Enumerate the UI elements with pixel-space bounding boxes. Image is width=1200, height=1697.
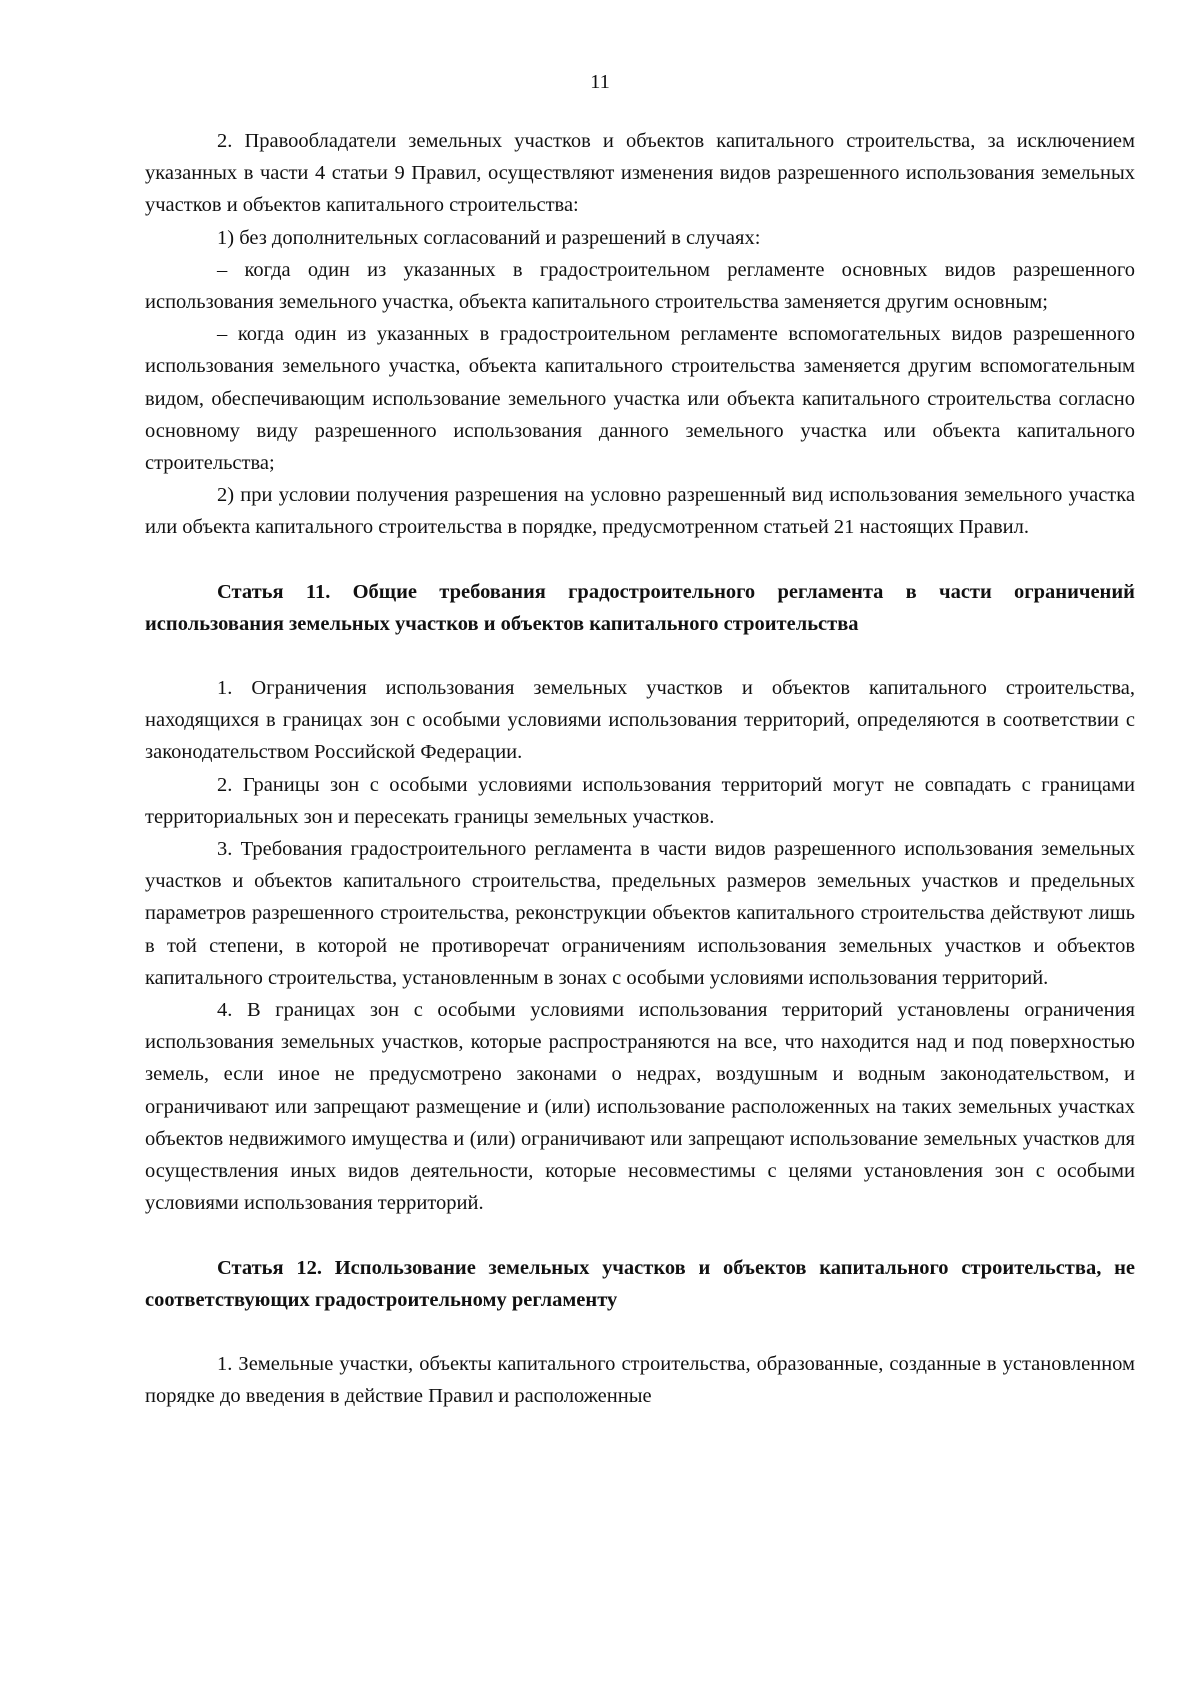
page-number: 11 [590, 71, 610, 93]
article-11-paragraph-4: 4. В границах зон с особыми условиями использования территорий установлены ограничения использования земельных участков, которые распространяются на все, что находится над и под поверхностью земель, если иное не предусмотрено законами о недрах, воздушным и водным законодательством, и ограничивают или запрещают размещение и (или) использование расположенных на таких земельных участках объектов недвижимого имущества и (или) ограничивают или запрещают использование земельных участков для осуществления иных видов деятельности, которые несовместимы с целями установления зон с особыми условиями использования территорий. [145, 999, 1135, 1215]
spacer [145, 1316, 1135, 1348]
article-11-heading: Статья 11. Общие требования градостроительного регламента в части ограничений использования земельных участков и объектов капитального строительства [145, 580, 1135, 635]
article-11-paragraph-2: 2. Границы зон с особыми условиями использования территорий могут не совпадать с границами территориальных зон и пересекать границы земельных участков. [145, 773, 1135, 828]
spacer [145, 544, 1135, 576]
paragraph-auxiliary-type-replaced: – когда один из указанных в градостроительном регламенте вспомогательных видов разрешенного использования земельного участка, объекта капитального строительства заменяется другим вспомогательным видом, обеспечивающим использование земельного участка или объекта капитального строительства согласно основному виду разрешенного использования данного земельного участка или объекта капитального строительства; [145, 323, 1135, 475]
document-body [145, 125, 1135, 1412]
paragraph-without-approvals: 1) без дополнительных согласований и разрешений в случаях: [217, 226, 761, 249]
paragraph-conditional-permit: 2) при условии получения разрешения на условно разрешенный вид использования земельного участка или объекта капитального строительства в порядке, предусмотренном статьей 21 настоящих Правил. [145, 484, 1135, 539]
article-11-paragraph-1: 1. Ограничения использования земельных участков и объектов капитального строительства, находящихся в границах зон с особыми условиями использования территорий, определяются в соответствии с законодательством Российской Федерации. [145, 677, 1135, 764]
paragraph-rights-holders: 2. Правообладатели земельных участков и объектов капитального строительства, за исключением указанных в части 4 статьи 9 Правил, осуществляют изменения видов разрешенного использования земельных участков и объектов капитального строительства: [145, 130, 1135, 217]
spacer [145, 1220, 1135, 1252]
spacer [145, 640, 1135, 672]
article-12-paragraph-1: 1. Земельные участки, объекты капитального строительства, образованные, созданные в установленном порядке до введения в действие Правил и расположенные [145, 1352, 1135, 1408]
article-11-paragraph-3: 3. Требования градостроительного регламента в части видов разрешенного использования земельных участков и объектов капитального строительства, предельных размеров земельных участков и предельных параметров разрешенного строительства, реконструкции объектов капитального строительства действуют лишь в той степени, в которой не противоречат ограничениям использования земельных участков и объектов капитального строительства, установленным в зонах с особыми условиями использования территорий. [145, 838, 1135, 989]
article-12-heading: Статья 12. Использование земельных участков и объектов капитального строительства, не соответствующих градостроительному регламенту [145, 1256, 1135, 1311]
paragraph-main-type-replaced: – когда один из указанных в градостроительном регламенте основных видов разрешенного использования земельного участка, объекта капитального строительства заменяется другим основным; [145, 258, 1135, 314]
